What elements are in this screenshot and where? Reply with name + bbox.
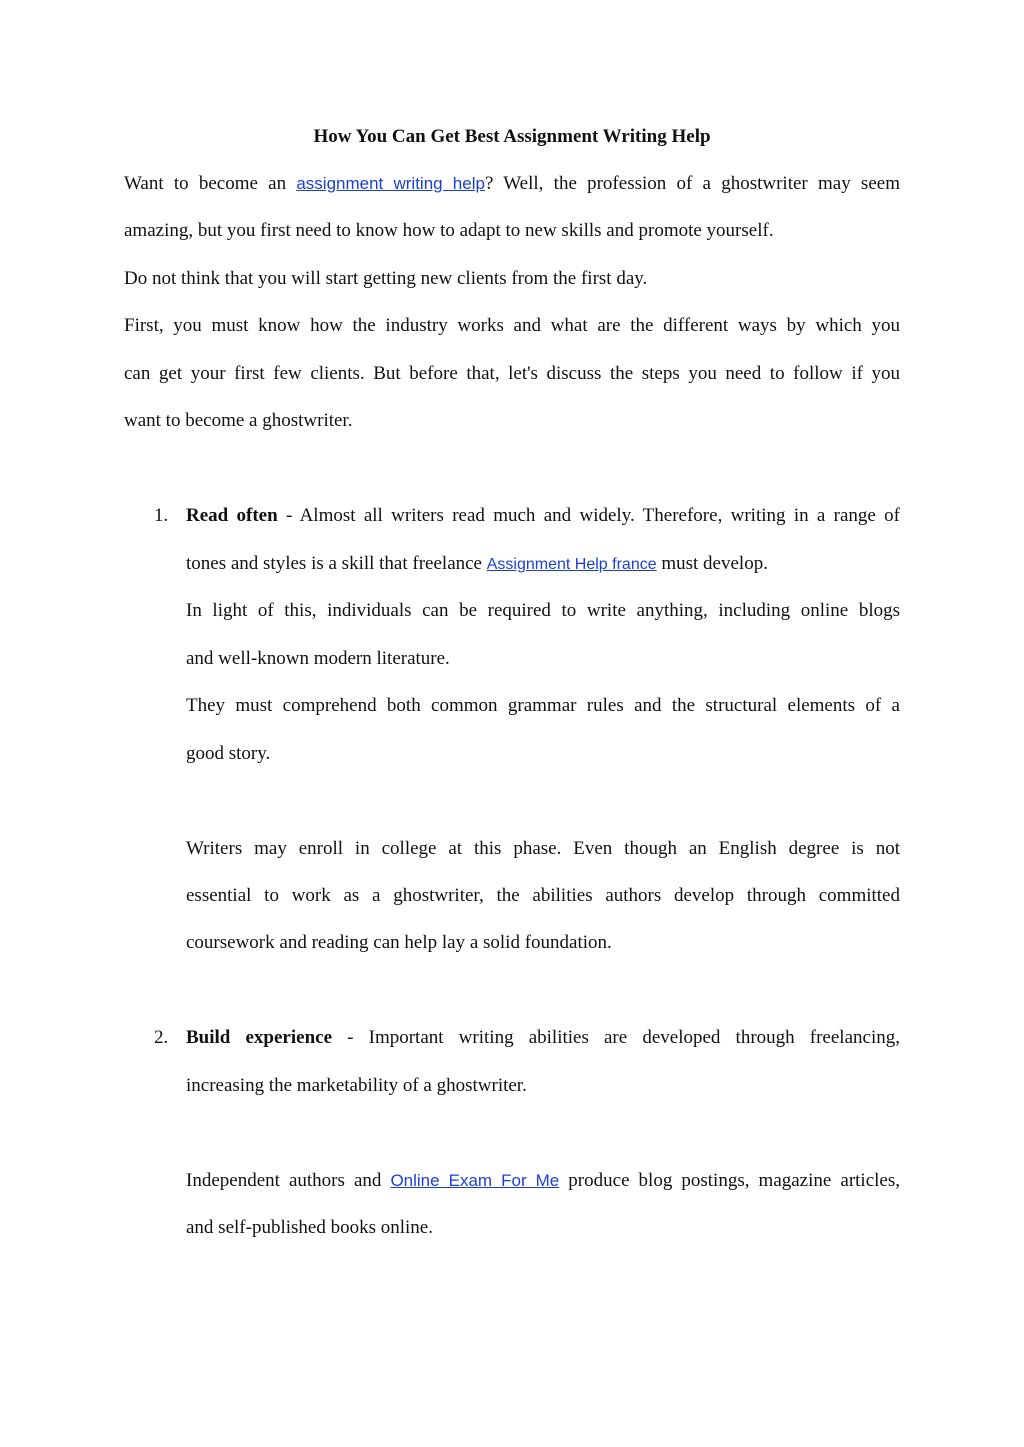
intro-paragraph-3-line-2: can get your first few clients. But before that, let's discuss the steps you need to follow if you: [124, 363, 900, 384]
list-item-heading: Build experience: [186, 1027, 333, 1048]
assignment-writing-help-link[interactable]: assignment writing help: [296, 174, 485, 193]
list-item-2-para-2-line-2: and self-published books online.: [186, 1217, 433, 1238]
intro-text: Want to become an: [124, 173, 297, 194]
list-item-2-para-2-line-1: [186, 1168, 900, 1194]
intro-paragraph-1-line-2: amazing, but you first need to know how to adapt to new skills and promote yourself.: [124, 220, 774, 241]
list-item-1-line-6: good story.: [186, 743, 271, 764]
list-item-1-line-3: In light of this, individuals can be required to write anything, including online blogs: [186, 600, 900, 621]
intro-paragraph-3-line-3: want to become a ghostwriter.: [124, 410, 353, 431]
intro-paragraph-3-line-1: First, you must know how the industry works and what are the different ways by which you: [124, 315, 900, 336]
document-title: How You Can Get Best Assignment Writing Help: [313, 126, 711, 147]
list-item-1-line-2: [186, 551, 768, 578]
list-item-text: - Important writing abilities are developed through freelancing,: [332, 1027, 900, 1048]
intro-paragraph-1-line-1: [124, 171, 900, 197]
list-item-number: 2.: [154, 1027, 169, 1048]
online-exam-for-me-link[interactable]: Online Exam For Me: [390, 1171, 560, 1190]
list-item-heading: Read often: [186, 505, 278, 526]
intro-paragraph-2: Do not think that you will start getting new clients from the first day.: [124, 268, 648, 289]
list-item-1-para-2-line-3: coursework and reading can help lay a solid foundation.: [186, 932, 612, 953]
list-item-2-line-2: increasing the marketability of a ghostwriter.: [186, 1075, 527, 1096]
list-item-1-line-5: They must comprehend both common grammar rules and the structural elements of a: [186, 695, 900, 716]
list-item-1-line-1: [186, 503, 900, 529]
list-item-text: Independent authors and: [186, 1170, 391, 1191]
assignment-help-france-link[interactable]: Assignment Help france: [486, 556, 657, 573]
list-item-text: - Almost all writers read much and widely. Therefore, writing in a range of: [277, 505, 900, 526]
list-item-text: tones and styles is a skill that freelance: [186, 553, 487, 574]
list-item-number: 1.: [154, 505, 169, 526]
intro-text: ? Well, the profession of a ghostwriter may seem: [484, 173, 900, 194]
list-item-text: produce blog postings, magazine articles,: [559, 1170, 900, 1191]
list-item-1-para-2-line-2: essential to work as a ghostwriter, the abilities authors develop through committed: [186, 885, 900, 906]
list-item-1-line-4: and well-known modern literature.: [186, 648, 450, 669]
list-item-1-para-2-line-1: Writers may enroll in college at this phase. Even though an English degree is not: [186, 838, 900, 859]
list-item-2-line-1: [186, 1025, 900, 1051]
list-item-text: must develop.: [656, 553, 768, 574]
